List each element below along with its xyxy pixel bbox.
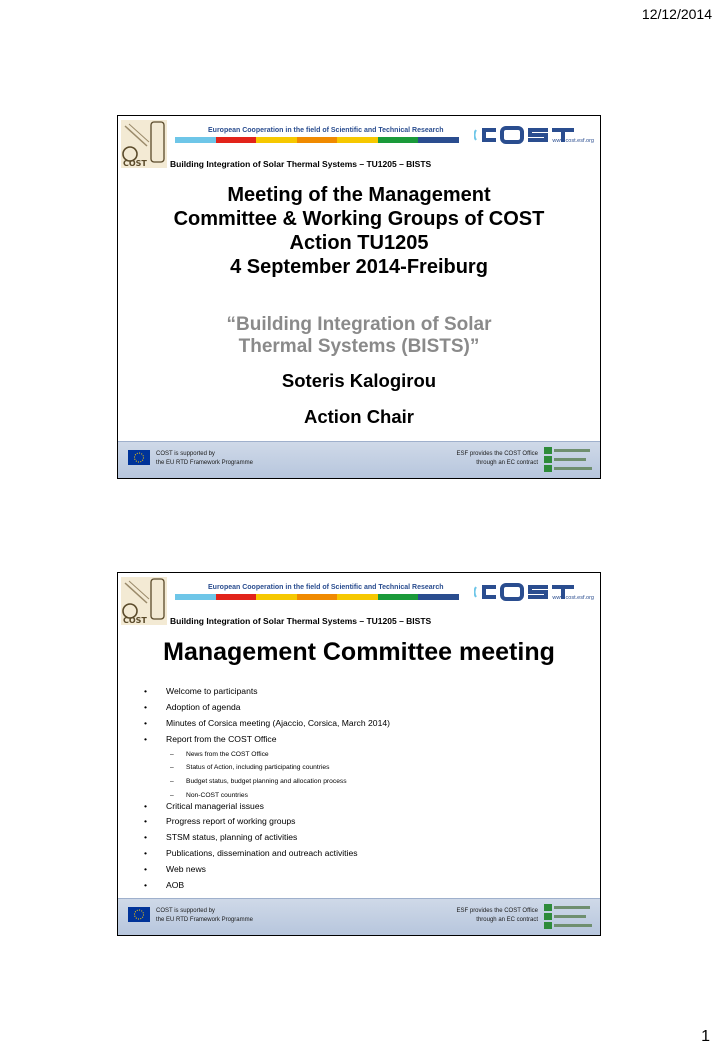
meeting-title-line: Meeting of the Management — [227, 184, 491, 206]
esf-logo-icon — [544, 446, 594, 474]
meeting-title-line: Committee & Working Groups of COST — [173, 208, 545, 230]
agenda-subitem: – Status of Action, including participating countries — [170, 764, 330, 772]
agenda-item: • Web news — [144, 864, 206, 875]
cost-url: www.cost.esf.org — [552, 138, 594, 144]
agenda-item: • Adoption of agenda — [144, 701, 241, 712]
agenda-item: • Publications, dissemination and outreach activities — [144, 848, 358, 859]
management-committee-title: Management Committee meeting — [163, 638, 555, 666]
eu-flag-icon — [128, 450, 150, 465]
page-date: 12/12/2014 — [641, 6, 712, 22]
bists-logo-icon — [121, 577, 167, 625]
cost-url: www.cost.esf.org — [552, 595, 594, 601]
slide-footer — [118, 898, 600, 935]
bists-logo-icon — [121, 120, 167, 168]
action-subtitle — [118, 314, 600, 358]
agenda-list — [144, 684, 390, 748]
footer-right-text: ESF provides the COST Office through an EC contract — [456, 908, 538, 923]
meeting-title — [118, 183, 600, 279]
presenter-name: Soteris Kalogirou — [281, 370, 437, 391]
cost-tagline: European Cooperation in the field of Scientific and Technical Research — [208, 584, 444, 591]
footer-right-text: ESF provides the COST Office through an EC contract — [456, 451, 538, 466]
agenda-item: • Critical managerial issues — [144, 800, 264, 811]
meeting-title-line: Action TU1205 — [289, 232, 429, 254]
action-subtitle-line: “Building Integration of Solar — [226, 314, 492, 335]
presenter-role: Action Chair — [304, 406, 414, 427]
agenda-subitem: – Budget status, budget planning and allocation process — [170, 777, 347, 785]
color-strip — [175, 137, 459, 143]
slide-header — [118, 573, 600, 627]
agenda-item: • STSM status, planning of activities — [144, 832, 298, 843]
agenda-subitem: – Non-COST countries — [170, 791, 248, 799]
agenda-list-continued — [144, 799, 358, 894]
header-subtitle: Building Integration of Solar Thermal Systems – TU1205 – BISTS — [170, 159, 432, 169]
color-strip — [175, 594, 459, 600]
slide-1 — [117, 115, 601, 479]
agenda-item: • Report from the COST Office — [144, 733, 277, 744]
page-number: 1 — [701, 1028, 710, 1045]
footer-left-text: COST is supported by the EU RTD Framework Programme — [156, 451, 253, 466]
agenda-item: • Welcome to participants — [144, 686, 258, 696]
header-subtitle: Building Integration of Solar Thermal Systems – TU1205 – BISTS — [170, 616, 432, 626]
cost-logo-icon — [474, 579, 594, 609]
cost-tagline: European Cooperation in the field of Scientific and Technical Research — [208, 127, 444, 134]
agenda-subitem: – News from the COST Office — [170, 750, 269, 758]
slide-footer — [118, 441, 600, 478]
cost-logo-icon — [474, 122, 594, 152]
svg-text:COST: COST — [123, 616, 147, 625]
esf-logo-icon — [544, 903, 594, 931]
slide-header — [118, 116, 600, 170]
action-subtitle-line: Thermal Systems (BISTS)” — [238, 336, 480, 357]
footer-left-text: COST is supported by the EU RTD Framework Programme — [156, 908, 253, 923]
agenda-item: • Progress report of working groups — [144, 816, 296, 827]
meeting-title-line: 4 September 2014-Freiburg — [230, 256, 488, 278]
slide-2 — [117, 572, 601, 936]
agenda-item: • Minutes of Corsica meeting (Ajaccio, Corsica, March 2014) — [144, 717, 390, 728]
svg-text:COST: COST — [123, 159, 147, 168]
agenda-item: • AOB — [144, 879, 185, 890]
eu-flag-icon — [128, 907, 150, 922]
agenda-sublist — [144, 748, 347, 803]
